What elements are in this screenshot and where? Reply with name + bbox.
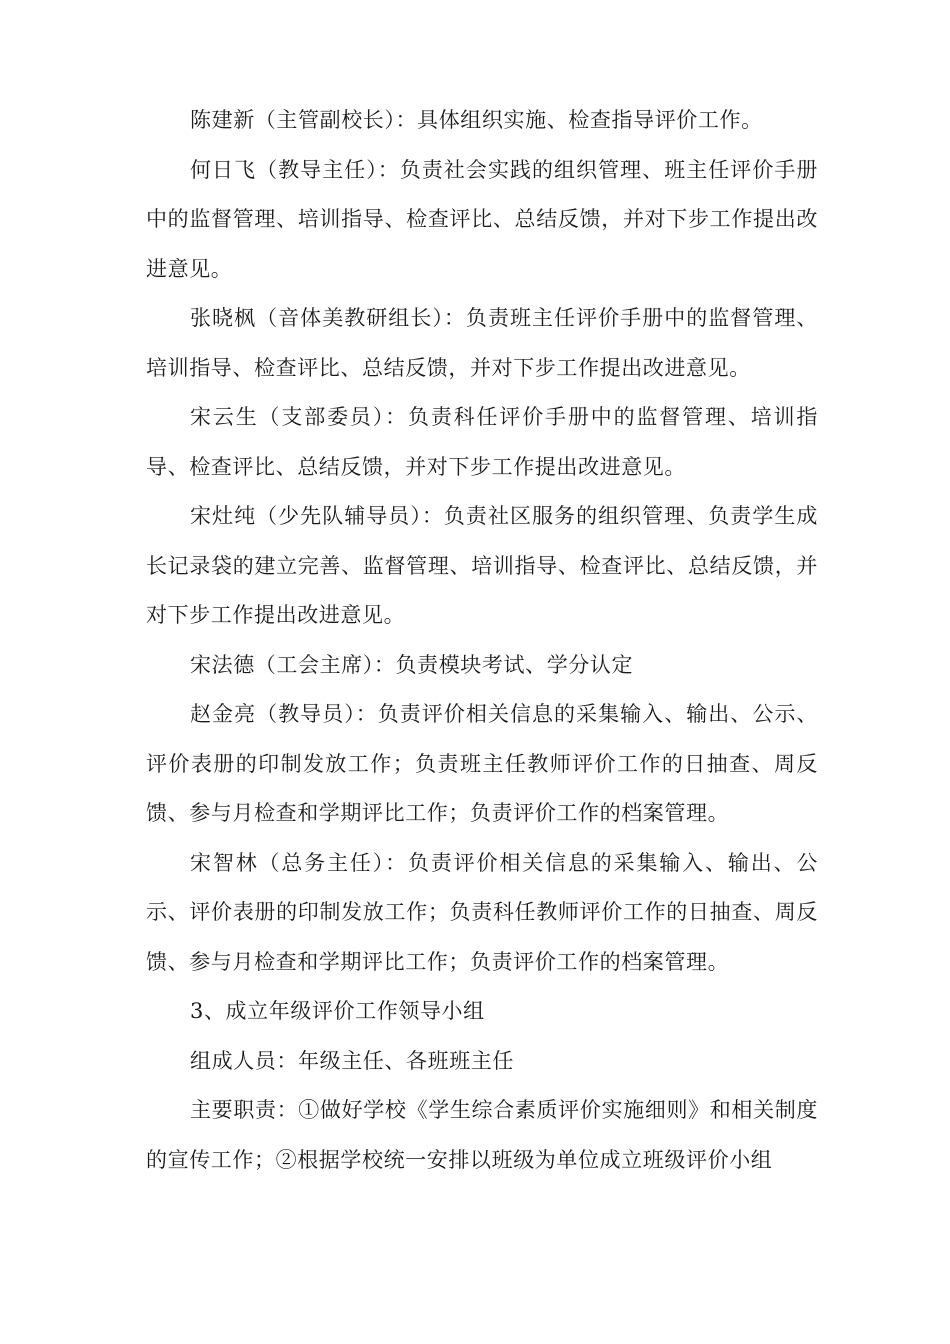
paragraph-zhang-xiaofeng: 张晓枫（音体美教研组长）：负责班主任评价手册中的监督管理、培训指导、检查评比、总结反馈，并对下步工作提出改进意见。 bbox=[146, 306, 818, 380]
paragraph-zhao-jinliang: 赵金亮（教导员）：负责评价相关信息的采集输入、输出、公示、评价表册的印制发放工作；负责班主任教师评价工作的日抽查、周反馈、参与月检查和学期评比工作；负责评价工作的档案管理。 bbox=[146, 702, 818, 825]
paragraph-song-zhilin: 宋智林（总务主任）：负责评价相关信息的采集输入、输出、公示、评价表册的印制发放工作；负责科任教师评价工作的日抽查、周反馈、参与月检查和学期评比工作；负责评价工作的档案管理。 bbox=[146, 850, 818, 974]
section-heading-grade-group: 3、成立年级评价工作领导小组 bbox=[190, 999, 485, 1023]
paragraph-song-zaochun: 宋灶纯（少先队辅导员）：负责社区服务的组织管理、负责学生成长记录袋的建立完善、监督管理、培训指导、检查评比、总结反馈，并对下步工作提出改进意见。 bbox=[146, 504, 818, 627]
paragraph-chen-jianxin: 陈建新（主管副校长）：具体组织实施、检查指导评价工作。 bbox=[190, 108, 763, 132]
paragraph-song-fade: 宋法德（工会主席）：负责模块考试、学分认定 bbox=[190, 652, 634, 677]
paragraph-duties: 主要职责：①做好学校《学生综合素质评价实施细则》和相关制度的宣传工作；②根据学校统一安排以班级为单位成立班级评价小组 bbox=[146, 1098, 818, 1172]
document-body bbox=[146, 96, 818, 1185]
paragraph-he-rifei: 何日飞（教导主任）：负责社会实践的组织管理、班主任评价手册中的监督管理、培训指导、检查评比、总结反馈，并对下步工作提出改进意见。 bbox=[146, 157, 818, 281]
paragraph-song-yunsheng: 宋云生（支部委员）：负责科任评价手册中的监督管理、培训指导、检查评比、总结反馈，并对下步工作提出改进意见。 bbox=[146, 405, 818, 479]
paragraph-members: 组成人员：年级主任、各班班主任 bbox=[190, 1048, 514, 1073]
